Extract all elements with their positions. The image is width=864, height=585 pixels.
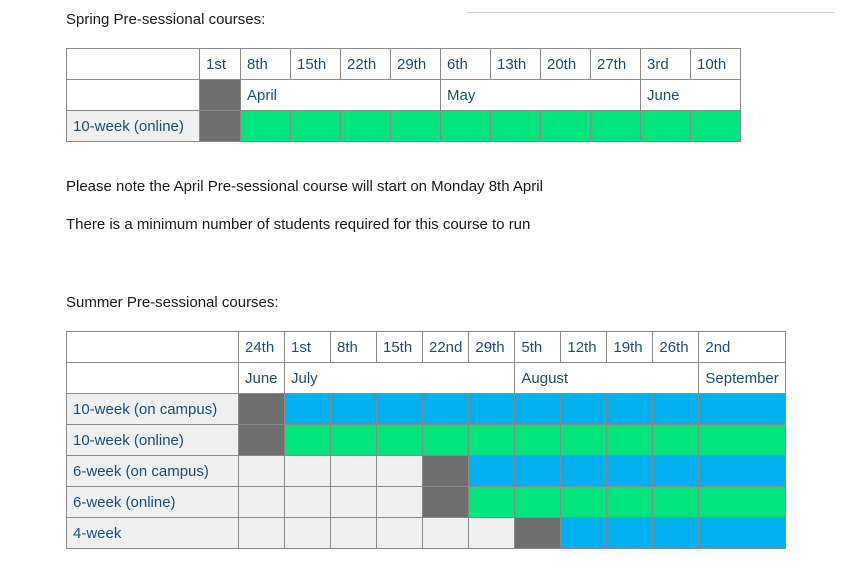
summer-day-header-5: 29th <box>469 332 515 363</box>
summer-month-corner-cell <box>67 363 239 394</box>
summer-row-4-cell-5 <box>469 518 515 549</box>
summer-row-4-cell-10 <box>699 518 785 549</box>
summer-row-3-cell-0 <box>239 487 285 518</box>
spring-day-header-7: 20th <box>541 49 591 80</box>
summer-row-0-cell-9 <box>653 394 699 425</box>
summer-row-2-cell-8 <box>607 456 653 487</box>
spring-day-header-9: 3rd <box>641 49 691 80</box>
summer-row-2-cell-5 <box>469 456 515 487</box>
summer-day-header-3: 15th <box>377 332 423 363</box>
table-row <box>67 425 786 456</box>
summer-row-0-cell-1 <box>285 394 331 425</box>
summer-day-header-1: 1st <box>285 332 331 363</box>
note-start-date: Please note the April Pre-sessional course will start on Monday 8th April <box>66 178 543 195</box>
summer-day-header-4: 22nd <box>423 332 469 363</box>
summer-row-2-cell-3 <box>377 456 423 487</box>
summer-row-3-cell-9 <box>653 487 699 518</box>
spring-month-june: June <box>641 80 741 111</box>
summer-row-1-cell-3 <box>377 425 423 456</box>
summer-row-0-cell-6 <box>515 394 561 425</box>
spring-day-header-3: 22th <box>341 49 391 80</box>
summer-row-4-cell-2 <box>331 518 377 549</box>
spring-month-row <box>67 80 741 111</box>
table-row <box>67 456 786 487</box>
spring-heading: Spring Pre-sessional courses: <box>66 11 266 28</box>
summer-row-label-4: 4-week <box>67 518 239 549</box>
summer-month-august: August <box>515 363 699 394</box>
summer-month-row <box>67 363 786 394</box>
spring-day-header-10: 10th <box>691 49 741 80</box>
spring-month-corner-cell <box>67 80 200 111</box>
spring-course-calendar <box>66 48 741 142</box>
summer-corner-cell <box>67 332 239 363</box>
summer-row-1-cell-4 <box>423 425 469 456</box>
summer-row-1-cell-6 <box>515 425 561 456</box>
summer-row-0-cell-5 <box>469 394 515 425</box>
summer-row-1-cell-1 <box>285 425 331 456</box>
table-row <box>67 487 786 518</box>
summer-row-0-cell-10 <box>699 394 785 425</box>
spring-row-0-cell-7 <box>591 111 641 142</box>
spring-row-0-cell-8 <box>641 111 691 142</box>
spring-month-may: May <box>441 80 641 111</box>
spring-row-0-start-marker <box>200 111 241 142</box>
summer-row-1-cell-9 <box>653 425 699 456</box>
spring-day-header-8: 27th <box>591 49 641 80</box>
summer-day-header-8: 19th <box>607 332 653 363</box>
summer-row-3-cell-7 <box>561 487 607 518</box>
summer-row-0-cell-4 <box>423 394 469 425</box>
summer-row-4-cell-3 <box>377 518 423 549</box>
summer-day-header-10: 2nd <box>699 332 785 363</box>
summer-row-2-cell-2 <box>331 456 377 487</box>
summer-month-september: September <box>699 363 785 394</box>
summer-row-label-0: 10-week (on campus) <box>67 394 239 425</box>
summer-row-4-cell-8 <box>607 518 653 549</box>
summer-row-label-2: 6-week (on campus) <box>67 456 239 487</box>
summer-month-july: July <box>285 363 515 394</box>
summer-day-header-row <box>67 332 786 363</box>
summer-row-4-cell-9 <box>653 518 699 549</box>
summer-month-june: June <box>239 363 285 394</box>
summer-row-1-cell-5 <box>469 425 515 456</box>
summer-row-3-cell-3 <box>377 487 423 518</box>
summer-course-calendar <box>66 331 786 549</box>
summer-row-0-cell-0 <box>239 394 285 425</box>
table-row <box>67 394 786 425</box>
summer-row-2-cell-7 <box>561 456 607 487</box>
spring-row-0-cell-6 <box>541 111 591 142</box>
spring-day-header-4: 29th <box>391 49 441 80</box>
summer-day-header-0: 24th <box>239 332 285 363</box>
summer-heading: Summer Pre-sessional courses: <box>66 294 279 311</box>
summer-row-3-cell-5 <box>469 487 515 518</box>
spring-row-0-cell-3 <box>391 111 441 142</box>
summer-row-0-cell-8 <box>607 394 653 425</box>
summer-row-0-cell-7 <box>561 394 607 425</box>
spring-day-header-2: 15th <box>291 49 341 80</box>
spring-month-marker-cell <box>200 80 241 111</box>
spring-row-0-cell-9 <box>691 111 741 142</box>
summer-row-1-cell-0 <box>239 425 285 456</box>
spring-day-header-6: 13th <box>491 49 541 80</box>
summer-row-4-cell-7 <box>561 518 607 549</box>
summer-row-2-cell-10 <box>699 456 785 487</box>
summer-row-label-3: 6-week (online) <box>67 487 239 518</box>
summer-row-2-cell-1 <box>285 456 331 487</box>
spring-day-header-row <box>67 49 741 80</box>
summer-row-1-cell-10 <box>699 425 785 456</box>
summer-day-header-7: 12th <box>561 332 607 363</box>
table-row <box>67 518 786 549</box>
summer-row-4-cell-6 <box>515 518 561 549</box>
summer-row-0-cell-3 <box>377 394 423 425</box>
spring-day-header-0: 1st <box>200 49 241 80</box>
summer-row-label-1: 10-week (online) <box>67 425 239 456</box>
spring-row-0-cell-4 <box>441 111 491 142</box>
summer-row-3-cell-8 <box>607 487 653 518</box>
summer-day-header-9: 26th <box>653 332 699 363</box>
summer-row-0-cell-2 <box>331 394 377 425</box>
summer-row-3-cell-4 <box>423 487 469 518</box>
spring-row-label-0: 10-week (online) <box>67 111 200 142</box>
summer-row-3-cell-1 <box>285 487 331 518</box>
summer-row-1-cell-8 <box>607 425 653 456</box>
spring-row-0-cell-2 <box>341 111 391 142</box>
summer-row-4-cell-1 <box>285 518 331 549</box>
summer-row-4-cell-0 <box>239 518 285 549</box>
note-minimum-students: There is a minimum number of students required for this course to run <box>66 216 531 233</box>
summer-row-2-cell-9 <box>653 456 699 487</box>
spring-row-0-cell-0 <box>241 111 291 142</box>
summer-day-header-6: 5th <box>515 332 561 363</box>
spring-row-0-cell-5 <box>491 111 541 142</box>
summer-row-2-cell-4 <box>423 456 469 487</box>
summer-row-2-cell-0 <box>239 456 285 487</box>
spring-row-0-cell-1 <box>291 111 341 142</box>
top-divider <box>467 12 834 13</box>
spring-month-april: April <box>241 80 441 111</box>
summer-row-1-cell-7 <box>561 425 607 456</box>
spring-day-header-1: 8th <box>241 49 291 80</box>
summer-row-3-cell-2 <box>331 487 377 518</box>
summer-row-3-cell-6 <box>515 487 561 518</box>
summer-row-2-cell-6 <box>515 456 561 487</box>
summer-row-3-cell-10 <box>699 487 785 518</box>
spring-corner-cell <box>67 49 200 80</box>
summer-row-1-cell-2 <box>331 425 377 456</box>
table-row <box>67 111 741 142</box>
spring-day-header-5: 6th <box>441 49 491 80</box>
summer-day-header-2: 8th <box>331 332 377 363</box>
summer-row-4-cell-4 <box>423 518 469 549</box>
